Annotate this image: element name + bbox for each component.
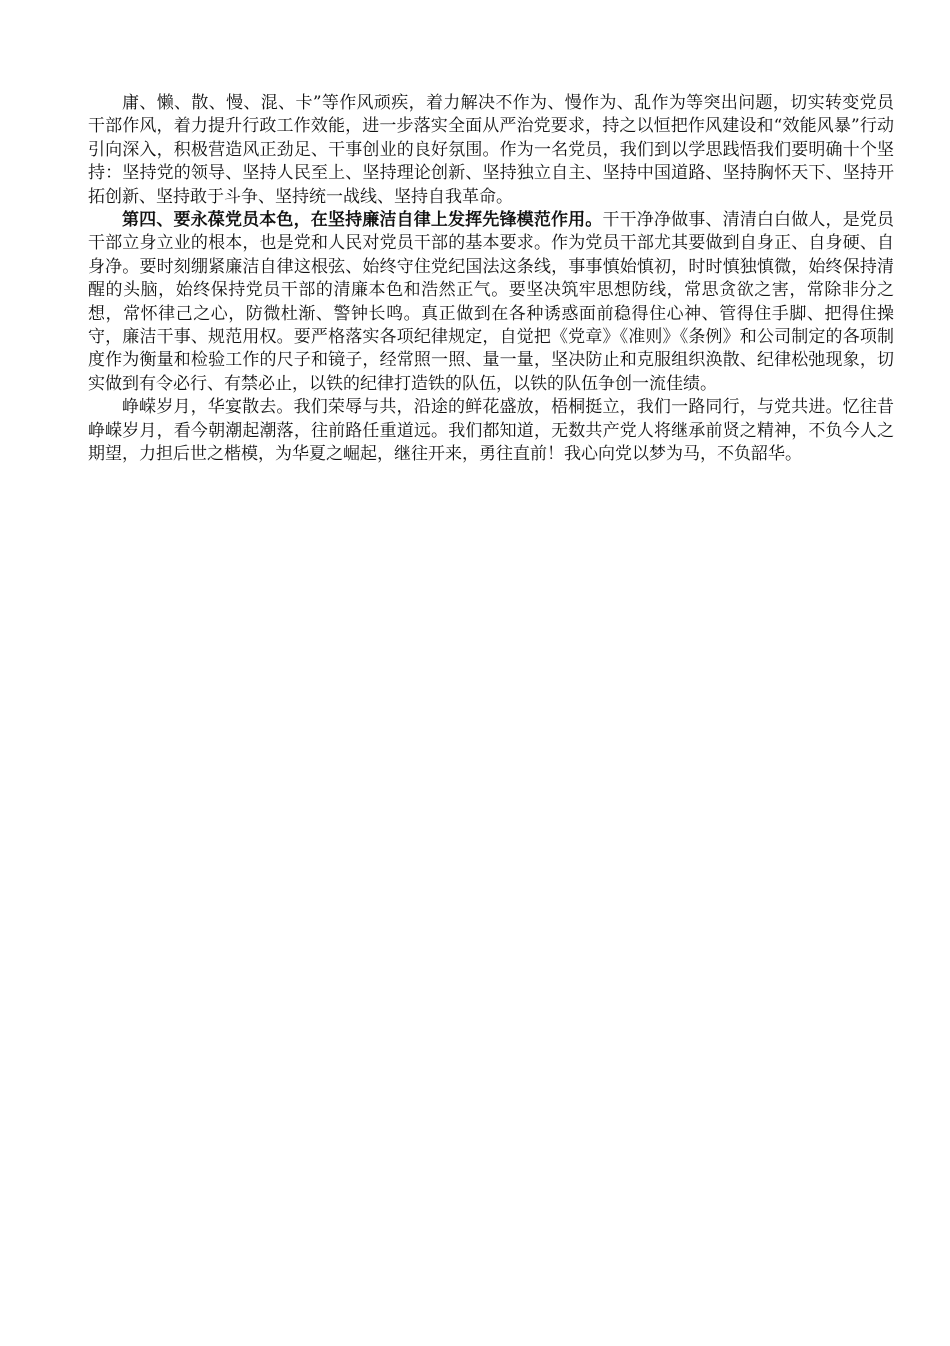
paragraph-text: 峥嵘岁月，华宴散去。我们荣辱与共，沿途的鲜花盛放，梧桐挺立，我们一路同行，与党共进。忆往昔峥嵘岁月，看今朝潮起潮落，往前路任重道远。我们都知道，无数共产党人将继承前贤之精神，不负今人之期望，力担后世之楷模，为华夏之崛起，继往开来，勇往直前！我心向党以梦为马，不负韶华。 <box>88 397 894 465</box>
paragraph-text: 庸、懒、散、慢、混、卡”等作风顽疾，着力解决不作为、慢作为、乱作为等突出问题，切实转变党员干部作风，着力提升行政工作效能，进一步落实全面从严治党要求，持之以恒把作风建设和“效能风暴”行动引向深入，积极营造风正劲足、干事创业的良好氛围。作为一名党员，我们到以学思践悟我们要明确十个坚持：坚持党的领导、坚持人民至上、坚持理论创新、坚持独立自主、坚持中国道路、坚持胸怀天下、坚持开拓创新、坚持敢于斗争、坚持统一战线、坚持自我革命。 <box>88 93 894 207</box>
document-body <box>88 92 894 467</box>
paragraph-fourth-point <box>88 209 894 396</box>
paragraph-text: 干干净净做事、清清白白做人，是党员干部立身立业的根本，也是党和人民对党员干部的基本要求。作为党员干部尤其要做到自身正、自身硬、自身净。要时刻绷紧廉洁自律这根弦、始终守住党纪国法这条线，事事慎始慎初，时时慎独慎微，始终保持清醒的头脑，始终保持党员干部的清廉本色和浩然正气。要坚决筑牢思想防线，常思贪欲之害，常除非分之想，常怀律己之心，防微杜渐、警钟长鸣。真正做到在各种诱惑面前稳得住心神、管得住手脚、把得住操守，廉洁干事、规范用权。要严格落实各项纪律规定，自觉把《党章》《准则》《条例》和公司制定的各项制度作为衡量和检验工作的尺子和镜子，经常照一照、量一量，坚决防止和克服组织涣散、纪律松弛现象，切实做到有令必行、有禁必止，以铁的纪律打造铁的队伍，以铁的队伍争创一流佳绩。 <box>88 210 895 394</box>
paragraph-closing <box>88 396 894 466</box>
paragraph-work-style <box>88 92 894 209</box>
paragraph-heading: 第四、要永葆党员本色，在坚持廉洁自律上发挥先锋模范作用。 <box>122 210 603 231</box>
